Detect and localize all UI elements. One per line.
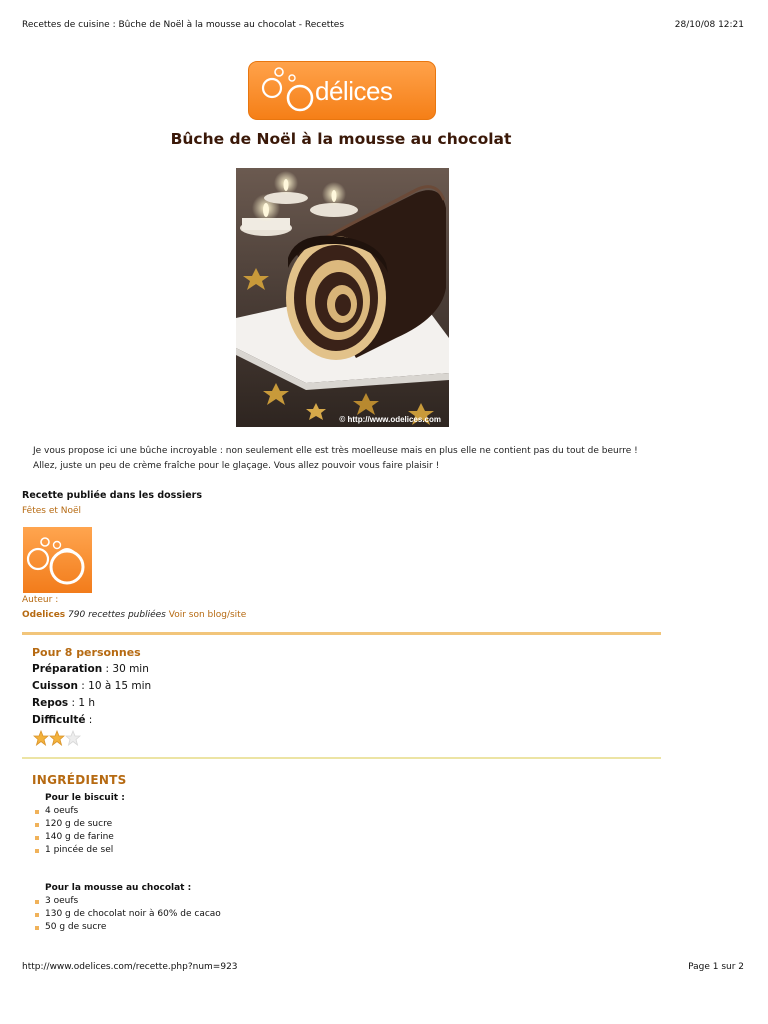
author-label: Auteur : bbox=[22, 595, 59, 605]
ingredient-group-title: Pour le biscuit : bbox=[45, 793, 125, 803]
recipe-title: Bûche de Noël à la mousse au chocolat bbox=[170, 130, 512, 148]
logo-text: délices bbox=[315, 76, 393, 106]
odelices-avatar-icon bbox=[23, 527, 92, 593]
prep-value: : 30 min bbox=[102, 663, 149, 675]
cook-time bbox=[32, 680, 151, 692]
prep-label: Préparation bbox=[32, 663, 103, 675]
ingredient-text: 50 g de sucre bbox=[45, 922, 107, 932]
print-footer-url: http://www.odelices.com/recette.php?num=923 bbox=[22, 962, 238, 972]
list-item bbox=[33, 895, 221, 908]
author-blog-link[interactable]: Voir son blog/site bbox=[168, 610, 247, 620]
recipe-intro bbox=[33, 444, 653, 474]
print-header-title: Recettes de cuisine : Bûche de Noël à la mousse au chocolat - Recettes bbox=[22, 20, 345, 30]
ingredient-text: 130 g de chocolat noir à 60% de cacao bbox=[45, 909, 221, 919]
prep-time bbox=[32, 663, 149, 675]
star-filled-icon bbox=[49, 730, 65, 746]
photo-caption: © http://www.odelices.com bbox=[339, 415, 441, 424]
ingredients-title: INGRÉDIENTS bbox=[32, 773, 127, 787]
intro-line-1: Je vous propose ici une bûche incroyable : non seulement elle est très moelleuse mais en plus elle ne contient pas du tout de beurre ! bbox=[33, 446, 638, 456]
intro-line-2: Allez, juste un peu de crème fraîche pour le glaçage. Vous allez pouvoir vous faire plaisir ! bbox=[33, 461, 440, 471]
cook-value: : 10 à 15 min bbox=[77, 680, 152, 692]
bullet-icon bbox=[35, 810, 39, 814]
separator-top bbox=[22, 632, 661, 635]
ingredient-text: 1 pincée de sel bbox=[45, 845, 114, 855]
bullet-icon bbox=[35, 900, 39, 904]
ingredient-text: 3 oeufs bbox=[45, 896, 79, 906]
dossier-link-fetes-noel[interactable]: Fêtes et Noël bbox=[22, 506, 82, 516]
difficulty-stars bbox=[33, 730, 81, 746]
author-line bbox=[22, 610, 246, 620]
cook-label: Cuisson bbox=[32, 680, 78, 692]
bullet-icon bbox=[35, 823, 39, 827]
bullet-icon bbox=[35, 849, 39, 853]
difficulty-value: : bbox=[85, 714, 93, 726]
separator-bottom bbox=[22, 757, 661, 759]
ingredient-text: 120 g de sucre bbox=[45, 819, 113, 829]
rest-value: : 1 h bbox=[68, 697, 96, 709]
difficulty-label: Difficulté bbox=[32, 714, 86, 726]
author-avatar[interactable] bbox=[23, 527, 92, 593]
star-filled-icon bbox=[33, 730, 49, 746]
bullet-icon bbox=[35, 926, 39, 930]
recipe-photo bbox=[236, 168, 449, 427]
bullet-icon bbox=[35, 913, 39, 917]
rest-time bbox=[32, 697, 95, 709]
dossiers-label: Recette publiée dans les dossiers bbox=[22, 490, 203, 501]
difficulty bbox=[32, 714, 92, 726]
ingredient-list-mousse bbox=[33, 895, 221, 934]
ingredient-text: 140 g de farine bbox=[45, 832, 114, 842]
ingredient-group-title: Pour la mousse au chocolat : bbox=[45, 883, 192, 893]
print-footer-page: Page 1 sur 2 bbox=[688, 962, 744, 972]
rest-label: Repos bbox=[32, 697, 69, 709]
ingredient-text: 4 oeufs bbox=[45, 806, 79, 816]
list-item bbox=[33, 831, 114, 844]
author-name-link[interactable]: Odelices bbox=[22, 610, 66, 620]
ingredient-list-biscuit bbox=[33, 805, 114, 857]
servings: Pour 8 personnes bbox=[32, 646, 141, 659]
list-item bbox=[33, 908, 221, 921]
list-item bbox=[33, 844, 114, 857]
star-empty-icon bbox=[65, 730, 81, 746]
list-item bbox=[33, 805, 114, 818]
odelices-bubbles-icon bbox=[249, 62, 319, 121]
bullet-icon bbox=[35, 836, 39, 840]
list-item bbox=[33, 818, 114, 831]
author-recipe-count: 790 recettes publiées bbox=[68, 610, 166, 620]
print-header-datetime: 28/10/08 12:21 bbox=[674, 20, 744, 30]
buche-illustration bbox=[236, 168, 449, 427]
site-logo[interactable] bbox=[248, 61, 436, 120]
list-item bbox=[33, 921, 221, 934]
